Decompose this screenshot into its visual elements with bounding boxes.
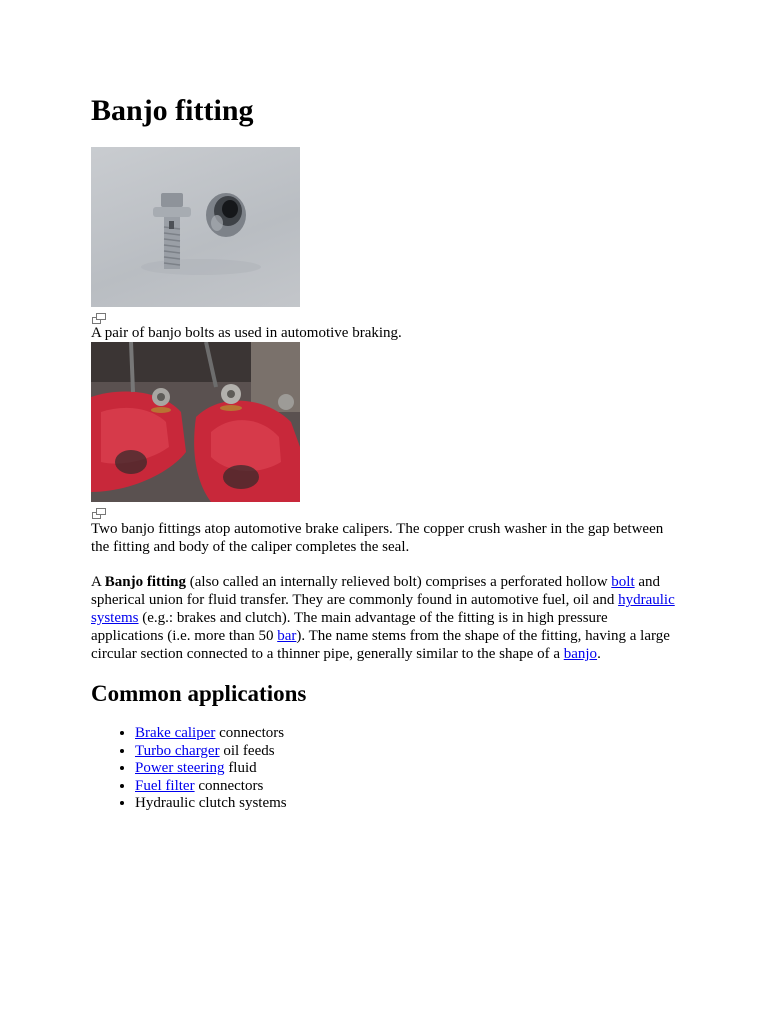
section-heading: Common applications: [91, 681, 307, 706]
link-turbo-charger[interactable]: Turbo charger: [135, 742, 220, 759]
link-brake-caliper[interactable]: Brake caliper: [135, 725, 216, 741]
list-item-text: oil feeds: [219, 742, 275, 759]
banjo-bolts-image: [91, 147, 300, 307]
link-hydraulic-systems[interactable]: hydraulic systems: [91, 592, 675, 626]
banjo-bolts-illustration: [91, 147, 300, 307]
link-banjo[interactable]: banjo: [563, 646, 598, 662]
magnify-enlarge-icon[interactable]: [92, 313, 106, 324]
intro-text: ). The name stems from the shape of the fitting, having a large circular section connected to a thinner pipe, generally similar to the shape of a: [91, 628, 670, 662]
page-title: Banjo fitting: [91, 94, 254, 127]
brake-calipers-illustration: [91, 342, 300, 502]
applications-list: [91, 725, 287, 813]
list-item-text: connectors: [215, 725, 285, 741]
intro-text: A: [91, 574, 105, 590]
list-item: [135, 795, 287, 813]
brake-calipers-image: [91, 342, 300, 502]
list-item-text: connectors: [194, 777, 264, 794]
figure-caption: Two banjo fittings atop automotive brake calipers. The copper crush washer in the gap between the fitting and body of the caliper completes the seal.: [91, 521, 664, 555]
list-item-text: fluid: [224, 760, 257, 777]
list-item: [135, 760, 287, 778]
link-fuel-filter[interactable]: Fuel filter: [135, 777, 195, 794]
link-power-steering[interactable]: Power steering: [135, 760, 225, 777]
magnify-enlarge-icon[interactable]: [92, 508, 106, 519]
intro-paragraph: [91, 573, 683, 663]
intro-text: and spherical union for fluid transfer. They are commonly found in automotive fuel, oil and: [91, 574, 661, 608]
link-bolt[interactable]: bolt: [611, 574, 635, 590]
intro-text: (e.g.: brakes and clutch). The main advantage of the fitting is in high pressure applications (i.e. more than 50: [91, 610, 608, 644]
list-item: [135, 743, 287, 761]
figure-caption: A pair of banjo bolts as used in automotive braking.: [91, 325, 402, 341]
list-item: [135, 778, 287, 796]
intro-text: (also called an internally relieved bolt) comprises a perforated hollow: [186, 574, 612, 590]
intro-text: .: [597, 646, 601, 662]
list-item: [135, 725, 287, 743]
link-bar[interactable]: bar: [277, 628, 297, 644]
term-bold: Banjo fitting: [104, 574, 187, 590]
list-item-text: Hydraulic clutch systems: [135, 795, 287, 812]
